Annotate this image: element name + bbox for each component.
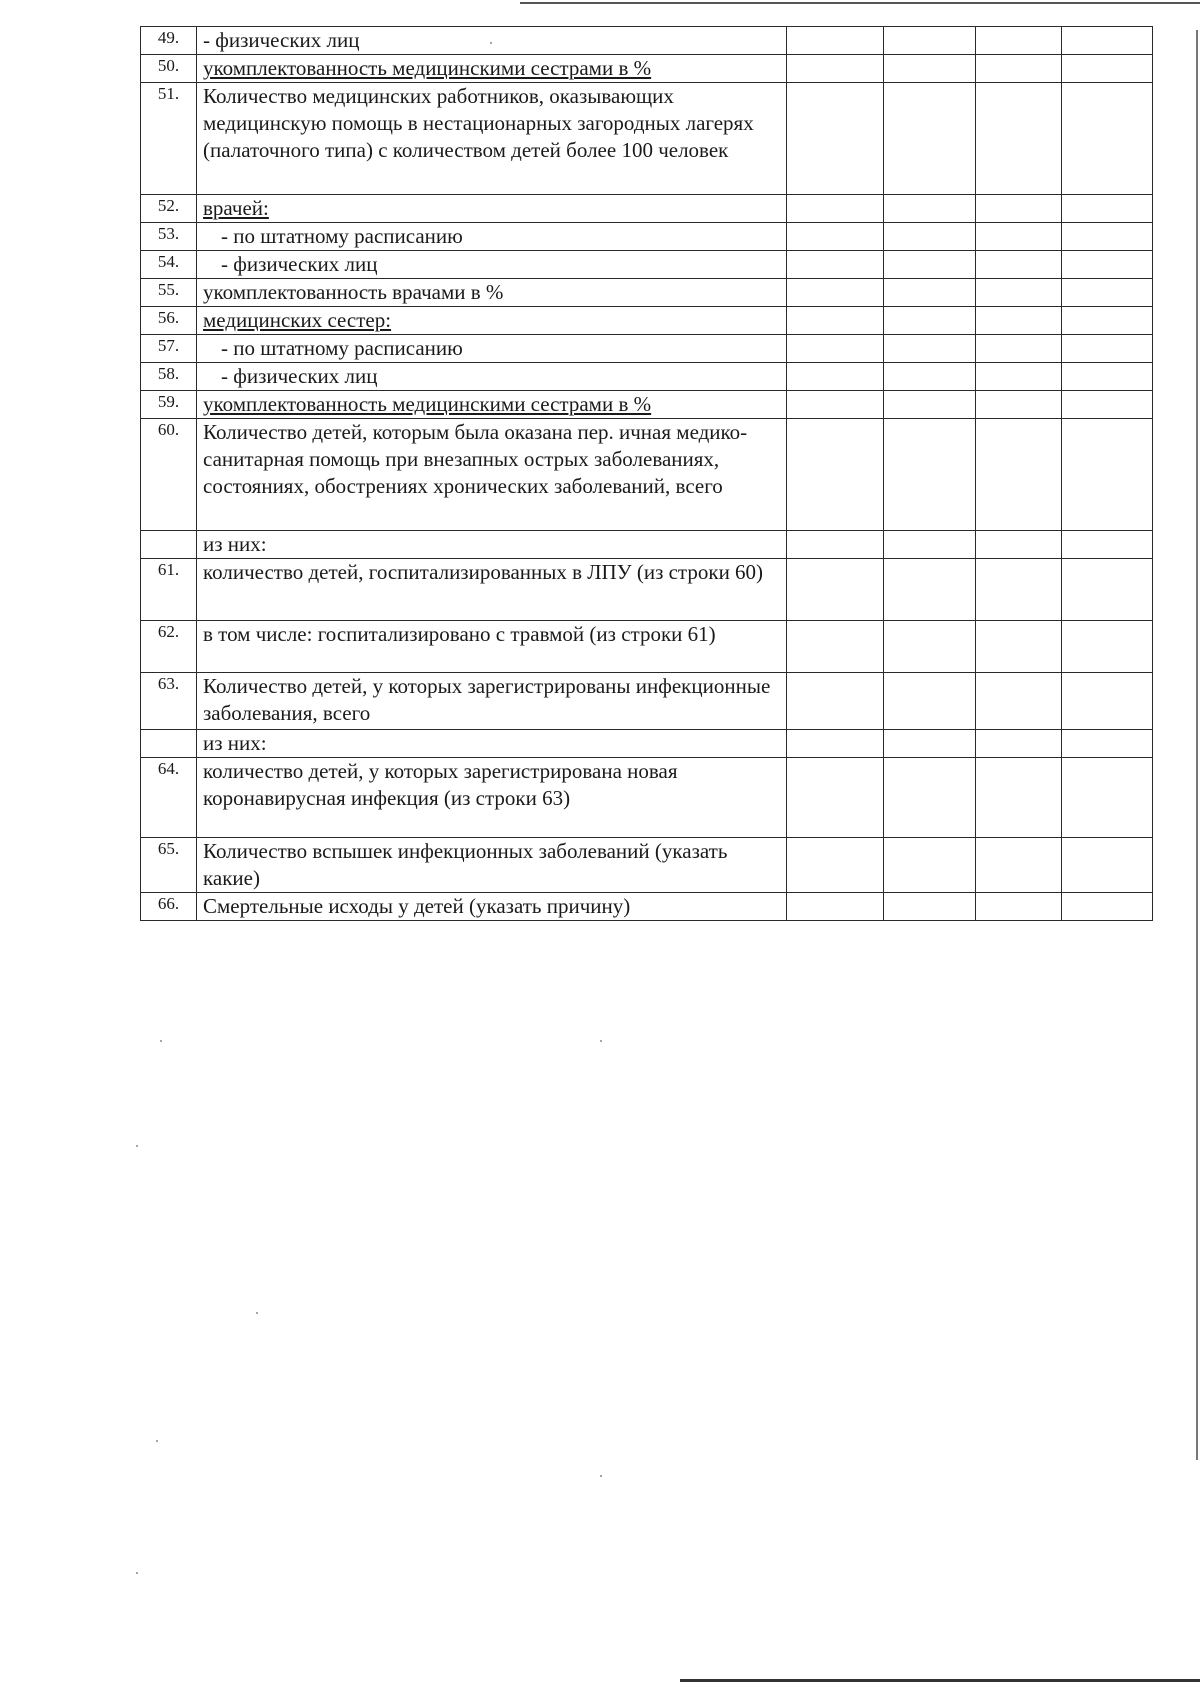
- value-cell: [976, 55, 1062, 83]
- row-label: Количество детей, у которых зарегистрированы инфекционные заболевания, всего: [197, 673, 787, 730]
- value-cell: [976, 531, 1062, 559]
- value-cell: [1062, 27, 1153, 55]
- value-cell: [976, 251, 1062, 279]
- row-number: 62.: [141, 621, 197, 673]
- table-row: [141, 195, 1153, 223]
- table-row: [141, 621, 1153, 673]
- value-cell: [884, 83, 976, 195]
- value-cell: [884, 893, 976, 921]
- value-cell: [787, 893, 884, 921]
- value-cell: [787, 419, 884, 531]
- value-cell: [787, 251, 884, 279]
- value-cell: [976, 419, 1062, 531]
- report-table: [140, 26, 1153, 921]
- value-cell: [884, 391, 976, 419]
- value-cell: [1062, 419, 1153, 531]
- value-cell: [976, 279, 1062, 307]
- scan-edge-bottom: [680, 1679, 1200, 1682]
- table-row: [141, 730, 1153, 758]
- scan-speck: [600, 1475, 602, 1477]
- value-cell: [1062, 223, 1153, 251]
- value-cell: [787, 195, 884, 223]
- value-cell: [1062, 893, 1153, 921]
- value-cell: [976, 27, 1062, 55]
- row-number: 55.: [141, 279, 197, 307]
- table-row: [141, 27, 1153, 55]
- row-number: [141, 730, 197, 758]
- scan-edge-top: [520, 2, 1200, 4]
- value-cell: [976, 307, 1062, 335]
- value-cell: [787, 758, 884, 838]
- scan-speck: [136, 1145, 138, 1147]
- row-label: в том числе: госпитализировано с травмой (из строки 61): [197, 621, 787, 673]
- value-cell: [1062, 251, 1153, 279]
- value-cell: [976, 83, 1062, 195]
- table-row: [141, 531, 1153, 559]
- scan-speck: [600, 1040, 602, 1042]
- value-cell: [976, 335, 1062, 363]
- value-cell: [976, 223, 1062, 251]
- value-cell: [787, 279, 884, 307]
- row-label: укомплектованность медицинскими сестрами в %: [197, 55, 787, 83]
- row-number: 60.: [141, 419, 197, 531]
- value-cell: [787, 673, 884, 730]
- scan-speck: [256, 1312, 258, 1314]
- row-number: 52.: [141, 195, 197, 223]
- value-cell: [976, 838, 1062, 893]
- value-cell: [1062, 730, 1153, 758]
- table-row: [141, 251, 1153, 279]
- value-cell: [787, 559, 884, 621]
- value-cell: [787, 83, 884, 195]
- value-cell: [787, 55, 884, 83]
- row-label: из них:: [197, 730, 787, 758]
- row-label: Смертельные исходы у детей (указать причину): [197, 893, 787, 921]
- scan-speck: [156, 1440, 158, 1442]
- value-cell: [884, 195, 976, 223]
- value-cell: [884, 621, 976, 673]
- value-cell: [884, 363, 976, 391]
- value-cell: [884, 55, 976, 83]
- value-cell: [976, 391, 1062, 419]
- value-cell: [884, 419, 976, 531]
- row-label: - физических лиц: [197, 27, 787, 55]
- table-row: [141, 55, 1153, 83]
- row-label: - физических лиц: [197, 251, 787, 279]
- row-number: 58.: [141, 363, 197, 391]
- value-cell: [787, 335, 884, 363]
- value-cell: [1062, 363, 1153, 391]
- value-cell: [1062, 335, 1153, 363]
- value-cell: [1062, 621, 1153, 673]
- row-number: 53.: [141, 223, 197, 251]
- row-label: из них:: [197, 531, 787, 559]
- value-cell: [884, 559, 976, 621]
- table-row: [141, 559, 1153, 621]
- value-cell: [976, 673, 1062, 730]
- table-row: [141, 307, 1153, 335]
- row-label: Количество вспышек инфекционных заболеваний (указать какие): [197, 838, 787, 893]
- table-row: [141, 838, 1153, 893]
- table-row: [141, 363, 1153, 391]
- row-label: - по штатному расписанию: [197, 223, 787, 251]
- value-cell: [976, 621, 1062, 673]
- row-number: 57.: [141, 335, 197, 363]
- value-cell: [787, 363, 884, 391]
- row-label: количество детей, у которых зарегистрирована новая коронавирусная инфекция (из строки 63): [197, 758, 787, 838]
- row-number: 64.: [141, 758, 197, 838]
- scan-speck: [160, 1040, 162, 1042]
- value-cell: [787, 223, 884, 251]
- row-label: Количество детей, которым была оказана пер. ичная медико-санитарная помощь при внезапных острых заболеваниях, состояниях, обострениях хронических заболеваний, всего: [197, 419, 787, 531]
- row-number: 65.: [141, 838, 197, 893]
- row-label: укомплектованность врачами в %: [197, 279, 787, 307]
- value-cell: [1062, 531, 1153, 559]
- value-cell: [1062, 307, 1153, 335]
- scan-edge-right: [1196, 30, 1198, 1460]
- value-cell: [976, 559, 1062, 621]
- value-cell: [884, 27, 976, 55]
- table-row: [141, 893, 1153, 921]
- value-cell: [976, 758, 1062, 838]
- table-row: [141, 419, 1153, 531]
- value-cell: [884, 838, 976, 893]
- value-cell: [1062, 83, 1153, 195]
- value-cell: [884, 335, 976, 363]
- value-cell: [1062, 673, 1153, 730]
- value-cell: [787, 27, 884, 55]
- value-cell: [1062, 55, 1153, 83]
- value-cell: [884, 673, 976, 730]
- row-label: Количество медицинских работников, оказывающих медицинскую помощь в нестационарных загородных лагерях (палаточного типа) с количеством детей более 100 человек: [197, 83, 787, 195]
- value-cell: [976, 730, 1062, 758]
- value-cell: [787, 391, 884, 419]
- value-cell: [884, 251, 976, 279]
- row-label: врачей:: [197, 195, 787, 223]
- value-cell: [976, 195, 1062, 223]
- row-number: 56.: [141, 307, 197, 335]
- value-cell: [787, 621, 884, 673]
- value-cell: [787, 730, 884, 758]
- value-cell: [787, 531, 884, 559]
- value-cell: [884, 758, 976, 838]
- table-row: [141, 223, 1153, 251]
- value-cell: [884, 730, 976, 758]
- row-number: 49.: [141, 27, 197, 55]
- value-cell: [787, 838, 884, 893]
- value-cell: [884, 279, 976, 307]
- row-label: количество детей, госпитализированных в ЛПУ (из строки 60): [197, 559, 787, 621]
- value-cell: [1062, 838, 1153, 893]
- value-cell: [976, 363, 1062, 391]
- table-row: [141, 83, 1153, 195]
- row-number: [141, 531, 197, 559]
- value-cell: [1062, 559, 1153, 621]
- row-label: укомплектованность медицинскими сестрами в %: [197, 391, 787, 419]
- value-cell: [1062, 391, 1153, 419]
- row-number: 54.: [141, 251, 197, 279]
- value-cell: [884, 307, 976, 335]
- value-cell: [1062, 758, 1153, 838]
- value-cell: [787, 307, 884, 335]
- row-label: медицинских сестер:: [197, 307, 787, 335]
- table-row: [141, 335, 1153, 363]
- value-cell: [1062, 195, 1153, 223]
- row-number: 50.: [141, 55, 197, 83]
- value-cell: [884, 223, 976, 251]
- row-number: 59.: [141, 391, 197, 419]
- table-row: [141, 391, 1153, 419]
- row-number: 63.: [141, 673, 197, 730]
- table-row: [141, 279, 1153, 307]
- row-number: 66.: [141, 893, 197, 921]
- row-label: - физических лиц: [197, 363, 787, 391]
- row-number: 61.: [141, 559, 197, 621]
- scan-speck: [136, 1572, 138, 1574]
- value-cell: [884, 531, 976, 559]
- value-cell: [1062, 279, 1153, 307]
- table-row: [141, 758, 1153, 838]
- row-label: - по штатному расписанию: [197, 335, 787, 363]
- value-cell: [976, 893, 1062, 921]
- row-number: 51.: [141, 83, 197, 195]
- table-row: [141, 673, 1153, 730]
